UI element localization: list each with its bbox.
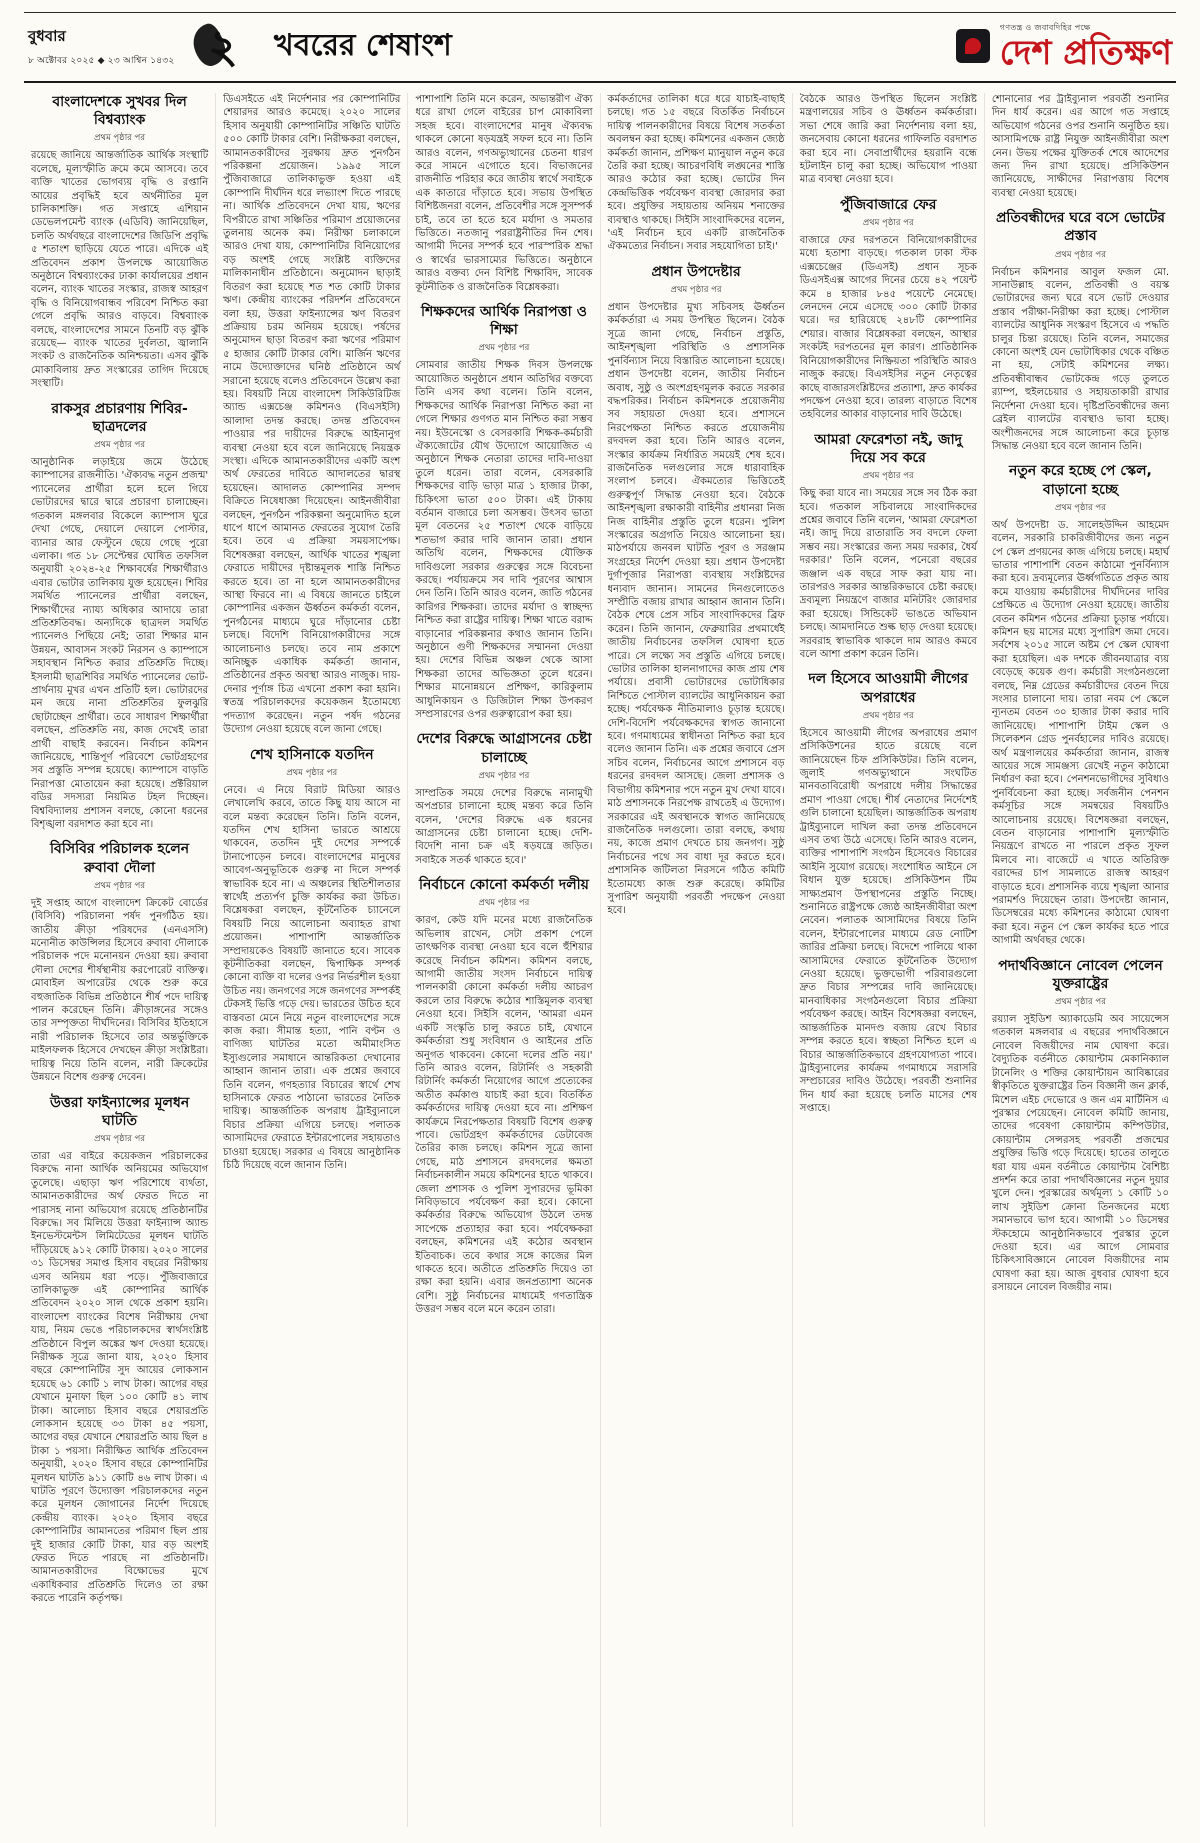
paper-logo-icon bbox=[956, 29, 990, 63]
article bbox=[992, 462, 1169, 947]
article-headline: দল হিসেবে আওয়ামী লীগের অপরাধের bbox=[808, 671, 969, 706]
continued-from-label: প্রথম পৃষ্ঠার পর bbox=[1055, 502, 1106, 513]
continued-from-label: প্রথম পৃষ্ঠার পর bbox=[862, 710, 914, 721]
continued-from-label: প্রথম পৃষ্ঠার পর bbox=[862, 218, 914, 229]
continued-from-label: প্রথম পৃষ্ঠার পর bbox=[94, 1133, 146, 1144]
news-column-4 bbox=[600, 93, 792, 1827]
article-body: কিছু করা যাবে না। সময়ের সঙ্গে সব ঠিক করা হবে। গতকাল সচিবালয়ে সাংবাদিকদের প্রশ্নের জবাবে তিনি বলেন, 'আমরা ফেরেশতা নই। জাদু দিয়ে রাতারাতি সব বদলে ফেলা সম্ভব নয়। সংস্কারের জন্য সময় দরকার, ধৈর্য দরকার।' তিনি বলেন, পনেরো বছরের জঞ্জাল এক বছরে সাফ করা যায় না। তারপরও সরকার আন্তরিকভাবে চেষ্টা করছে। দ্রব্যমূল্য নিয়ন্ত্রণে বাজার মনিটরিং জোরদার করা হয়েছে। সিন্ডিকেট ভাঙতে অভিযান চলছে। আমদানিতে শুল্ক ছাড় দেওয়া হয়েছে। সরবরাহ স্বাভাবিক থাকলে দাম আরও কমবে বলে আশা প্রকাশ করেন তিনি। bbox=[799, 488, 977, 660]
article-headline: উত্তরা ফাইন্যান্সের মূলধন ঘাটতি bbox=[49, 1094, 190, 1129]
continued-from-label: প্রথম পৃষ্ঠার পর bbox=[670, 285, 722, 296]
article-continuation bbox=[800, 93, 977, 187]
article-body: প্রধান উপদেষ্টার মুখ্য সচিবসহ ঊর্ধ্বতন কর্মকর্তারা এ সময় উপস্থিত ছিলেন। বৈঠক সূত্রে জানা গেছে, নির্বাচন প্রস্তুতি, আইনশৃঙ্খলা পরিস্থিতি ও প্রশাসনিক পুনর্বিন্যাস নিয়ে বিস্তারিত আলোচনা হয়েছে। প্রধান উপদেষ্টা বলেন, জাতীয় নির্বাচন অবাধ, সুষ্ঠু ও অংশগ্রহণমূলক করতে সরকার বদ্ধপরিকর। নির্বাচন কমিশনকে প্রয়োজনীয় সব সহায়তা দেওয়া হবে। প্রশাসনে নিরপেক্ষতা নিশ্চিত করতে প্রয়োজনীয় রদবদল করা হবে। তিনি আরও বলেন, সংস্কার কার্যক্রম নির্ধারিত সময়েই শেষ হবে। রাজনৈতিক দলগুলোর সঙ্গে ধারাবাহিক সংলাপ চলবে। ঐকমত্যের ভিত্তিতেই গুরুত্বপূর্ণ সিদ্ধান্ত নেওয়া হবে। বৈঠকে আইনশৃঙ্খলা রক্ষাকারী বাহিনীর প্রধানরা নিজ নিজ বাহিনীর প্রস্তুতি তুলে ধরেন। পুলিশ সংস্কারের অগ্রগতি নিয়েও আলোচনা হয়। মাঠপর্যায়ে জনবল ঘাটতি পূরণ ও সরঞ্জাম সংগ্রহের নির্দেশ দেওয়া হয়। প্রধান উপদেষ্টা দুর্গাপূজার নিরাপত্তা ব্যবস্থায় সংশ্লিষ্টদের ধন্যবাদ জানান। সামনের দিনগুলোতেও সম্প্রীতি বজায় রাখার আহ্বান জানান তিনি। বৈঠক শেষে প্রেস সচিব সাংবাদিকদের ব্রিফ করেন। তিনি জানান, ফেব্রুয়ারির প্রথমার্ধেই জাতীয় নির্বাচনের তফসিল ঘোষণা হতে পারে। সে লক্ষ্যে সব প্রস্তুতি এগিয়ে চলছে। ভোটার তালিকা হালনাগাদের কাজ প্রায় শেষ পর্যায়ে। প্রবাসী ভোটারদের ভোটাধিকার নিশ্চিতে পোস্টাল ব্যালটের আধুনিকায়ন করা হচ্ছে। পর্যবেক্ষক নীতিমালাও চূড়ান্ত হয়েছে। দেশি-বিদেশি পর্যবেক্ষকদের স্বাগত জানানো হবে। গণমাধ্যমের স্বাধীনতা নিশ্চিত করা হবে বলেও জানান তিনি। এক প্রশ্নের জবাবে প্রেস সচিব বলেন, নির্বাচনের আগে প্রশাসনে বড় ধরনের রদবদল আসছে। জেলা প্রশাসক ও বিভাগীয় কমিশনার পদে নতুন মুখ দেখা যাবে। মাঠ প্রশাসনকে নিরপেক্ষ রাখতেই এ উদ্যোগ। সরকারের এই অবস্থানকে স্বাগত জানিয়েছে রাজনৈতিক দলগুলো। তারা বলছে, কথায় নয়, কাজে প্রমাণ দেখতে চায় জনগণ। সুষ্ঠু নির্বাচনের পথে সব বাধা দূর করতে হবে। প্রশাসনিক জটিলতা নিরসনে গঠিত কমিটি ইতোমধ্যে কাজ শুরু করেছে। কমিটির সুপারিশ অনুযায়ী পরবর্তী পদক্ষেপ নেওয়া হবে। bbox=[607, 302, 785, 917]
article bbox=[992, 209, 1169, 453]
article-body: সোমবার জাতীয় শিক্ষক দিবস উপলক্ষে আয়োজিত অনুষ্ঠানে প্রধান অতিথির বক্তব্যে তিনি এসব কথা বলেন। তিনি বলেন, শিক্ষকদের আর্থিক নিরাপত্তা নিশ্চিত করা না গেলে শিক্ষার গুণগত মান নিশ্চিত করা সম্ভব নয়। ইউনেস্কো ও বেসরকারি শিক্ষক-কর্মচারী ঐক্যজোটের যৌথ উদ্যোগে আয়োজিত এ অনুষ্ঠানে শিক্ষক নেতারা তাদের দাবি-দাওয়া তুলে ধরেন। তারা বলেন, বেসরকারি শিক্ষকদের বাড়ি ভাড়া মাত্র ১ হাজার টাকা, চিকিৎসা ভাতা ৫০০ টাকা। এই টাকায় বর্তমান বাজারে চলা অসম্ভব। উৎসব ভাতা মূল বেতনের ২৫ শতাংশ থেকে বাড়িয়ে শতভাগ করার দাবি জানান তারা। প্রধান অতিথি বলেন, শিক্ষকদের যৌক্তিক দাবিগুলো সরকার গুরুত্বের সঙ্গে বিবেচনা করছে। পর্যায়ক্রমে সব দাবি পূরণের আশ্বাস দেন তিনি। তিনি আরও বলেন, জাতি গঠনের কারিগর শিক্ষকরা। তাদের মর্যাদা ও স্বাচ্ছন্দ্য নিশ্চিত করা রাষ্ট্রের দায়িত্ব। শিক্ষা খাতে বরাদ্দ বাড়ানোর পরিকল্পনার কথাও জানান তিনি। অনুষ্ঠানে গুণী শিক্ষকদের সম্মাননা দেওয়া হয়। দেশের বিভিন্ন অঞ্চল থেকে আসা শিক্ষকরা তাদের অভিজ্ঞতা তুলে ধরেন। শিক্ষার মানোন্নয়নে প্রশিক্ষণ, কারিকুলাম আধুনিকায়ন ও ডিজিটাল শিক্ষা উপকরণ সম্প্রসারণের ওপর গুরুত্বারোপ করা হয়। bbox=[415, 360, 593, 721]
article bbox=[31, 1094, 208, 1606]
article-continuation bbox=[223, 93, 400, 737]
continued-from-label: প্রথম পৃষ্ঠার পর bbox=[1055, 997, 1106, 1008]
article-headline: শিক্ষকদের আর্থিক নিরাপত্তা ও শিক্ষা bbox=[420, 304, 587, 339]
date-block bbox=[28, 25, 178, 68]
article bbox=[31, 840, 208, 1084]
article-headline: নতুন করে হচ্ছে পে স্কেল, বাড়ানো হচ্ছে bbox=[1009, 463, 1152, 498]
paper-name: দেশ প্রতিক্ষণ bbox=[999, 32, 1172, 73]
article-headline: পুঁজিবাজারে ফের bbox=[840, 196, 937, 213]
article-continuation bbox=[608, 93, 785, 254]
continued-from-label: প্রথম পৃষ্ঠার পর bbox=[478, 898, 530, 909]
article-headline: আমরা ফেরেশতা নই, জাদু দিয়ে সব করে bbox=[814, 431, 963, 466]
article bbox=[223, 746, 400, 1173]
article-body: বাজারে ফের দরপতনে বিনিয়োগকারীদের মধ্যে হতাশা বাড়ছে। গতকাল ঢাকা স্টক এক্সচেঞ্জের (ডিএসই) প্রধান সূচক ডিএসইএক্স আগের দিনের চেয়ে ৪২ পয়েন্ট কমে ৪ হাজার ৮৪৫ পয়েন্টে নেমেছে। লেনদেন নেমে এসেছে ৩০০ কোটি টাকার ঘরে। দর হারিয়েছে ২৪৮টি কোম্পানির শেয়ার। বাজার বিশ্লেষকরা বলছেন, আস্থার সংকটই দরপতনের মূল কারণ। প্রাতিষ্ঠানিক বিনিয়োগকারীদের নিষ্ক্রিয়তা পরিস্থিতি আরও নাজুক করছে। বিএসইসির নতুন নেতৃত্বের কাছে বাজারসংশ্লিষ্টদের প্রত্যাশা, দ্রুত কার্যকর পদক্ষেপ নেওয়া হবে। তারল্য বাড়াতে বিশেষ তহবিলের আকার বাড়ানোর দাবি উঠেছে। bbox=[799, 235, 977, 421]
news-columns bbox=[24, 83, 1176, 1827]
continued-from-label: প্রথম পৃষ্ঠার পর bbox=[94, 440, 146, 451]
article-headline: শেখ হাসিনাকে যতদিন bbox=[249, 746, 374, 763]
weekday-label: বুধবার bbox=[28, 26, 66, 45]
article-headline: রাকসুর প্রচারণায় শিবির-ছাত্রদলের bbox=[51, 400, 188, 435]
article-body: হিসেবে আওয়ামী লীগের অপরাধের প্রমাণ প্রসিকিউশনের হাতে রয়েছে বলে জানিয়েছেন চিফ প্রসিকিউটর। তিনি বলেন, জুলাই গণঅভ্যুত্থানে সংঘটিত মানবতাবিরোধী অপরাধে দলীয় সিদ্ধান্তের প্রমাণ পাওয়া গেছে। শীর্ষ নেতাদের নির্দেশেই গুলি চালানো হয়েছিল। আন্তর্জাতিক অপরাধ ট্রাইব্যুনালে দাখিল করা তদন্ত প্রতিবেদনে এসব তথ্য উঠে এসেছে। তিনি আরও বলেন, ব্যক্তির পাশাপাশি সংগঠন হিসেবেও বিচারের আইনি সুযোগ রয়েছে। সংশোধিত আইনে সে বিধান যুক্ত হয়েছে। প্রসিকিউশন টিম সাক্ষ্যপ্রমাণ উপস্থাপনের প্রস্তুতি নিচ্ছে। শুনানিতে রাষ্ট্রপক্ষে জ্যেষ্ঠ আইনজীবীরা অংশ নেবেন। পলাতক আসামিদের বিষয়ে তিনি বলেন, ইন্টারপোলের মাধ্যমে রেড নোটিশ জারির প্রক্রিয়া চলছে। বিদেশে পালিয়ে থাকা আসামিদের ফেরাতে কূটনৈতিক উদ্যোগ নেওয়া হয়েছে। ভুক্তভোগী পরিবারগুলো দ্রুত বিচার সম্পন্নের দাবি জানিয়েছে। মানবাধিকার সংগঠনগুলো বিচার প্রক্রিয়া পর্যবেক্ষণ করছে। আইন বিশেষজ্ঞরা বলছেন, আন্তর্জাতিক মানদণ্ড বজায় রেখে বিচার সম্পন্ন করতে হবে। স্বচ্ছতা নিশ্চিত হলে এ বিচার আন্তর্জাতিকভাবে গ্রহণযোগ্যতা পাবে। ট্রাইব্যুনালের কার্যক্রম গণমাধ্যমে সরাসরি সম্প্রচারের দাবিও উঠেছে। পরবর্তী শুনানির দিন ধার্য করা হয়েছে চলতি মাসের শেষ সপ্তাহে। bbox=[799, 727, 977, 1115]
continued-from-label: প্রথম পৃষ্ঠার পর bbox=[286, 767, 338, 778]
page-number-block bbox=[194, 20, 258, 72]
date-line: ৮ অক্টোবর ২০২৫ ◆ ২৩ আশ্বিন ১৪৩২ bbox=[28, 55, 175, 66]
article-body: রয়্যাল সুইডিশ অ্যাকাডেমি অব সায়েন্সেস গতকাল মঙ্গলবার এ বছরের পদার্থবিজ্ঞানে নোবেল বিজয়ীদের নাম ঘোষণা করে। বৈদ্যুতিক বর্তনীতে কোয়ান্টাম মেকানিক্যাল টানেলিং ও শক্তির কোয়ান্টায়ন আবিষ্কারের স্বীকৃতিতে যুক্তরাষ্ট্রের তিন বিজ্ঞানী জন ক্লার্ক, মিশেল এইচ দেভোরে ও জন এম মার্টিনিস এ পুরস্কার পেয়েছেন। নোবেল কমিটি জানায়, তাদের গবেষণা কোয়ান্টাম কম্পিউটার, কোয়ান্টাম সেন্সরসহ পরবর্তী প্রজন্মের প্রযুক্তির ভিত্তি গড়ে দিয়েছে। হাতের তালুতে ধরা যায় এমন বর্তনীতে কোয়ান্টাম বৈশিষ্ট্য প্রদর্শন করে তারা পদার্থবিজ্ঞানের নতুন দুয়ার খুলে দেন। পুরস্কারের অর্থমূল্য ১ কোটি ১০ লাখ সুইডিশ ক্রোনা তিনজনের মধ্যে সমানভাবে ভাগ হবে। আগামী ১০ ডিসেম্বর স্টকহোমে আনুষ্ঠানিকভাবে পুরস্কার তুলে দেওয়া হবে। এর আগে সোমবার চিকিৎসাবিজ্ঞানে নোবেল বিজয়ীদের নাম ঘোষণা করা হয়। আজ বুধবার ঘোষণা হবে রসায়নে নোবেল বিজয়ীর নাম। bbox=[991, 1014, 1170, 1294]
article-headline: বাংলাদেশকে সুখবর দিল বিশ্বব্যাংক bbox=[52, 94, 187, 129]
article-body: ডিএসইতে এই নির্দেশনার পর কোম্পানিটির শেয়ারদর আরও কমেছে। ২০২০ সালের হিসাব অনুযায়ী কোম্পানিটির সঞ্চিতি ঘাটতি ৫০০ কোটি টাকার বেশি। নিরীক্ষকরা বলছেন, আমানতকারীদের সুরক্ষায় দ্রুত পুনর্গঠন পরিকল্পনা প্রয়োজন। ১৯৯৫ সালে পুঁজিবাজারে তালিকাভুক্ত হওয়া এই কোম্পানি দীর্ঘদিন ধরে লভ্যাংশ দিতে পারছে না। আর্থিক প্রতিবেদনে দেখা যায়, ঋণের বিপরীতে রাখা সঞ্চিতির পরিমাণ প্রয়োজনের তুলনায় অনেক কম। নিরীক্ষা চলাকালে আরও দেখা যায়, কোম্পানিটির বিনিয়োগের বড় অংশই গেছে সংশ্লিষ্ট ব্যক্তিদের মালিকানাধীন প্রতিষ্ঠানে। অনুমোদন ছাড়াই বিতরণ করা হয়েছে শত শত কোটি টাকার ঋণ। কেন্দ্রীয় ব্যাংকের পরিদর্শন প্রতিবেদনে বলা হয়, উত্তরা ফাইন্যান্সের ঋণ বিতরণ প্রক্রিয়ায় চরম অনিয়ম হয়েছে। পর্ষদের অনুমোদন ছাড়া বিতরণ করা ঋণের পরিমাণ ৫ হাজার কোটি টাকার বেশি। মার্জিন ঋণের নামে উদ্যোক্তাদের ঘনিষ্ঠ প্রতিষ্ঠানে অর্থ সরানো হয়েছে বলেও প্রতিবেদনে উল্লেখ করা হয়। বিষয়টি নিয়ে বাংলাদেশ সিকিউরিটিজ অ্যান্ড এক্সচেঞ্জ কমিশনও (বিএসইসি) আলাদা তদন্ত করছে। তদন্ত প্রতিবেদন পাওয়ার পর দায়ীদের বিরুদ্ধে আইনানুগ ব্যবস্থা নেওয়া হবে বলে জানিয়েছে নিয়ন্ত্রক সংস্থা। এদিকে আমানতকারীদের একটি অংশ অর্থ ফেরতের দাবিতে আদালতের দ্বারস্থ হয়েছেন। আদালত কোম্পানির সম্পদ বিক্রিতে নিষেধাজ্ঞা দিয়েছেন। আইনজীবীরা বলছেন, পুনর্গঠন পরিকল্পনা অনুমোদিত হলে ধাপে ধাপে আমানত ফেরতের সুযোগ তৈরি হবে। তবে এ প্রক্রিয়া সময়সাপেক্ষ। বিশেষজ্ঞরা বলছেন, আর্থিক খাতের শৃঙ্খলা ফেরাতে দায়ীদের দৃষ্টান্তমূলক শাস্তি নিশ্চিত করতে হবে। তা না হলে আমানতকারীদের আস্থা ফিরবে না। এ বিষয়ে জানতে চাইলে কোম্পানির একজন ঊর্ধ্বতন কর্মকর্তা বলেন, পুনর্গঠনের মাধ্যমে ঘুরে দাঁড়ানোর চেষ্টা চলছে। বিদেশি বিনিয়োগকারীদের সঙ্গে আলোচনাও চলছে। তবে নাম প্রকাশে অনিচ্ছুক একাধিক কর্মকর্তা জানান, প্রতিষ্ঠানের প্রকৃত অবস্থা আরও নাজুক। দায়-দেনার পূর্ণাঙ্গ চিত্র এখনো প্রকাশ করা হয়নি। স্বতন্ত্র পরিচালকদের কয়েকজন ইতোমধ্যে পদত্যাগ করেছেন। নতুন পর্ষদ গঠনের উদ্যোগ নেওয়া হয়েছে বলে জানা গেছে। bbox=[223, 94, 401, 736]
article-body: কর্মকর্তাদের তালিকা ধরে ধরে যাচাই-বাছাই চলছে। গত ১৫ বছরে বিতর্কিত নির্বাচনে দায়িত্ব পালনকারীদের বিষয়ে বিশেষ সতর্কতা অবলম্বন করা হচ্ছে। কমিশনের একজন জ্যেষ্ঠ কর্মকর্তা জানান, প্রশিক্ষণ ম্যানুয়াল নতুন করে তৈরি করা হচ্ছে। আচরণবিধি লঙ্ঘনের শাস্তি আরও কঠোর করা হচ্ছে। ভোটের দিন কেন্দ্রভিত্তিক পর্যবেক্ষণ ব্যবস্থা জোরদার করা হবে। প্রযুক্তির সহায়তায় অনিয়ম শনাক্তের ব্যবস্থাও থাকছে। সিইসি সাংবাদিকদের বলেন, 'এই নির্বাচন হবে একটি রাজনৈতিক ঐকমত্যের নির্বাচন। সবার সহযোগিতা চাই।' bbox=[607, 94, 785, 253]
article bbox=[415, 730, 592, 867]
article bbox=[415, 876, 592, 1316]
continued-from-label: প্রথম পৃষ্ঠার পর bbox=[1055, 249, 1106, 260]
article-headline: প্রতিবন্ধীদের ঘরে বসে ভোটের প্রস্তাব bbox=[995, 210, 1165, 245]
news-column-2 bbox=[215, 93, 407, 1827]
article bbox=[608, 263, 785, 918]
article-headline: বিসিবির পরিচালক হলেন রুবাবা দৌলা bbox=[50, 841, 190, 876]
paper-logo-block bbox=[956, 22, 1172, 71]
continued-from-label: প্রথম পৃষ্ঠার পর bbox=[94, 880, 146, 891]
article-body: শোনানোর পর ট্রাইব্যুনাল পরবর্তী শুনানির দিন ধার্য করেন। এর আগে গত সপ্তাহে অভিযোগ গঠনের ওপর শুনানি অনুষ্ঠিত হয়। আসামিপক্ষে রাষ্ট্র নিযুক্ত আইনজীবীরা অংশ নেন। উভয় পক্ষের যুক্তিতর্ক শেষে আদেশের জন্য দিন রাখা হয়েছে। প্রসিকিউশন জানিয়েছে, সাক্ষীদের নিরাপত্তায় বিশেষ ব্যবস্থা নেওয়া হয়েছে। bbox=[991, 94, 1170, 199]
article-headline: দেশের বিরুদ্ধে আগ্রাসনের চেষ্টা চালাচ্ছে bbox=[416, 731, 592, 766]
article bbox=[415, 303, 592, 721]
article-body: পাশাপাশি তিনি মনে করেন, অভ্যন্তরীণ ঐক্য ধরে রাখা গেলে বাইরের চাপ মোকাবিলা সহজ হবে। বাংলাদেশের মানুষ ঐক্যবদ্ধ থাকলে কোনো ষড়যন্ত্রই সফল হবে না। তিনি আরও বলেন, গণঅভ্যুত্থানের চেতনা ধারণ করে সামনে এগোতে হবে। বিভাজনের রাজনীতি পরিহার করে জাতীয় স্বার্থে সবাইকে এক কাতারে দাঁড়াতে হবে। সভায় উপস্থিত বিশিষ্টজনরা বলেন, প্রতিবেশীর সঙ্গে সুসম্পর্ক চাই, তবে তা হতে হবে মর্যাদা ও সমতার ভিত্তিতে। নতজানু পররাষ্ট্রনীতির দিন শেষ। আগামী দিনের সম্পর্ক হবে পারস্পরিক শ্রদ্ধা ও স্বার্থের ভারসাম্যের ভিত্তিতে। অনুষ্ঠানে আরও বক্তব্য দেন বিশিষ্ট শিক্ষাবিদ, সাবেক কূটনীতিক ও রাজনৈতিক বিশ্লেষকরা। bbox=[415, 94, 593, 293]
paper-tagline: গণতন্ত্র ও জবাবদিহির পক্ষে bbox=[999, 22, 1091, 32]
news-column-3 bbox=[407, 93, 599, 1827]
article bbox=[992, 957, 1169, 1295]
article-body: বৈঠকে আরও উপস্থিত ছিলেন সংশ্লিষ্ট মন্ত্রণালয়ের সচিব ও ঊর্ধ্বতন কর্মকর্তারা। সভা শেষে জারি করা নির্দেশনায় বলা হয়, জনসেবায় কোনো ধরনের গাফিলতি বরদাশত করা হবে না। সেবাপ্রার্থীদের হয়রানি বন্ধে হটলাইন চালু করা হচ্ছে। অভিযোগ পাওয়া মাত্র ব্যবস্থা নেওয়া হবে। bbox=[799, 94, 977, 186]
article bbox=[800, 431, 977, 662]
continued-from-label: প্রথম পৃষ্ঠার পর bbox=[862, 471, 914, 482]
article-headline: পদার্থবিজ্ঞানে নোবেল পেলেন যুক্তরাষ্ট্রের bbox=[998, 957, 1163, 992]
article-body: নেবে। এ নিয়ে বিরাট মিডিয়া আরও লেখালেখি করবে, তাতে কিছু যায় আসে না বলে মন্তব্য করেছেন তিনি। তিনি বলেন, যতদিন শেখ হাসিনা ভারতে আশ্রয়ে থাকবেন, ততদিন দুই দেশের সম্পর্কে টানাপোড়েন চলবে। বাংলাদেশের মানুষের আবেগ-অনুভূতিকে গুরুত্ব না দিলে সম্পর্ক স্বাভাবিক হবে না। এ অঞ্চলের স্থিতিশীলতার স্বার্থেই প্রত্যর্পণ চুক্তি কার্যকর করা উচিত। বিশ্লেষকরা বলছেন, কূটনৈতিক চ্যানেলে বিষয়টি নিয়ে আলোচনা অব্যাহত রাখা প্রয়োজন। পাশাপাশি আন্তর্জাতিক সম্প্রদায়কেও বিষয়টি জানাতে হবে। সাবেক কূটনীতিকরা বলছেন, দ্বিপাক্ষিক সম্পর্ক কোনো ব্যক্তি বা দলের ওপর নির্ভরশীল হওয়া উচিত নয়। জনগণের সঙ্গে জনগণের সম্পর্কই টেকসই ভিত্তি গড়ে দেয়। ভারতের উচিত হবে বাস্তবতা মেনে নিয়ে নতুন বাংলাদেশের সঙ্গে কাজ করা। সীমান্ত হত্যা, পানি বণ্টন ও বাণিজ্য ঘাটতির মতো অমীমাংসিত ইস্যুগুলোর সমাধানে আন্তরিকতা দেখানোর আহ্বান জানান তারা। এক প্রশ্নের জবাবে তিনি বলেন, গণহত্যার বিচারের স্বার্থে শেখ হাসিনাকে ফেরত পাঠানো ভারতের নৈতিক দায়িত্ব। আন্তর্জাতিক অপরাধ ট্রাইব্যুনালে বিচার প্রক্রিয়া এগিয়ে চলছে। পলাতক আসামিদের ফেরাতে ইন্টারপোলের সহায়তাও চাওয়া হয়েছে। সরকার এ বিষয়ে আনুষ্ঠানিক চিঠি দিয়েছে বলে জানান তিনি। bbox=[223, 784, 401, 1172]
article-headline: প্রধান উপদেষ্টার bbox=[651, 263, 741, 280]
news-column-5 bbox=[792, 93, 984, 1827]
article-continuation bbox=[992, 93, 1169, 200]
article-continuation bbox=[415, 93, 592, 294]
continued-from-label: প্রথম পৃষ্ঠার পর bbox=[478, 343, 530, 354]
article bbox=[31, 93, 208, 391]
article bbox=[800, 670, 977, 1115]
article-body: নির্বাচন কমিশনার আবুল ফজল মো. সানাউল্লাহ বলেন, প্রতিবন্ধী ও বয়স্ক ভোটারদের জন্য ঘরে বসে ভোট দেওয়ার প্রস্তাব পরীক্ষা-নিরীক্ষা করা হচ্ছে। পোস্টাল ব্যালটের আধুনিক সংস্করণ হিসেবে এ পদ্ধতি চালুর চিন্তা রয়েছে। তিনি বলেন, সমাজের কোনো অংশই যেন ভোটাধিকার থেকে বঞ্চিত না হয়, সেটাই কমিশনের লক্ষ্য। প্রতিবন্ধীবান্ধব ভোটকেন্দ্র গড়ে তুলতে র‌্যাম্প, হুইলচেয়ার ও সহায়তাকারী রাখার নির্দেশনা দেওয়া হবে। দৃষ্টিপ্রতিবন্ধীদের জন্য ব্রেইল ব্যালটের ব্যবস্থাও ভাবা হচ্ছে। অংশীজনদের সঙ্গে আলোচনা করে চূড়ান্ত সিদ্ধান্ত নেওয়া হবে বলে জানান তিনি। bbox=[991, 266, 1170, 452]
article-body: সাম্প্রতিক সময়ে দেশের বিরুদ্ধে নানামুখী অপপ্রচার চালানো হচ্ছে মন্তব্য করে তিনি বলেন, 'দেশের বিরুদ্ধে এক ধরনের আগ্রাসনের চেষ্টা চালানো হচ্ছে। দেশি-বিদেশি নানা চক্র এই ষড়যন্ত্রে জড়িত। সবাইকে সতর্ক থাকতে হবে।' bbox=[415, 787, 593, 866]
article-headline: নির্বাচনে কোনো কর্মকর্তা দলীয় bbox=[418, 877, 589, 894]
news-column-1 bbox=[24, 93, 215, 1827]
article bbox=[800, 196, 977, 422]
page-number: ২ bbox=[208, 19, 238, 73]
masthead bbox=[24, 12, 1176, 83]
news-column-6 bbox=[984, 93, 1176, 1827]
continued-from-label: প্রথম পৃষ্ঠার পর bbox=[478, 770, 530, 781]
continued-from-label: প্রথম পৃষ্ঠার পর bbox=[94, 133, 146, 144]
article-body: কারণ, কেউ যদি মনের মধ্যে রাজনৈতিক অভিলাষ রাখেন, সেটা প্রকাশ পেলে তাৎক্ষণিক ব্যবস্থা নেওয়া হবে বলে হুঁশিয়ার করেছে নির্বাচন কমিশন। কমিশন বলছে, আগামী জাতীয় সংসদ নির্বাচনে দায়িত্ব পালনকারী কোনো কর্মকর্তা দলীয় আচরণ করলে তার বিরুদ্ধে কঠোর শাস্তিমূলক ব্যবস্থা নেওয়া হবে। সিইসি বলেন, 'আমরা এমন একটি সংস্কৃতি চালু করতে চাই, যেখানে কর্মকর্তারা শুধু সংবিধান ও আইনের প্রতি অনুগত থাকবেন। কোনো দলের প্রতি নয়।' তিনি আরও বলেন, রিটার্নিং ও সহকারী রিটার্নিং কর্মকর্তা নিয়োগের আগে প্রত্যেকের অতীত কর্মকাণ্ড যাচাই করা হবে। বিতর্কিত কর্মকর্তাদের দায়িত্ব দেওয়া হবে না। প্রশিক্ষণ কার্যক্রমে নিরপেক্ষতার বিষয়টি বিশেষ গুরুত্ব পাবে। ভোটগ্রহণ কর্মকর্তাদের ডেটাবেজ তৈরির কাজ চলছে। কমিশন সূত্রে জানা গেছে, মাঠ প্রশাসনে রদবদলের ক্ষমতা নির্বাচনকালীন সময়ে কমিশনের হাতে থাকবে। জেলা প্রশাসক ও পুলিশ সুপারদের ভূমিকা নিবিড়ভাবে পর্যবেক্ষণ করা হবে। কোনো কর্মকর্তার বিরুদ্ধে অভিযোগ উঠলে তদন্ত সাপেক্ষে প্রত্যাহার করা হবে। পর্যবেক্ষকরা বলছেন, কমিশনের এই কঠোর অবস্থান ইতিবাচক। তবে কথার সঙ্গে কাজের মিল থাকতে হবে। অতীতে প্রতিশ্রুতি দিয়েও তা রক্ষা করা হয়নি। এবার জনপ্রত্যাশা অনেক বেশি। সুষ্ঠু নির্বাচনের মাধ্যমেই গণতান্ত্রিক উত্তরণ সম্ভব বলে মনে করেন তারা। bbox=[415, 915, 593, 1316]
article-body: আনুষ্ঠানিক লড়াইয়ে জমে উঠেছে ক্যাম্পাসের রাজনীতি। 'ঐক্যবদ্ধ নতুন প্রজন্ম' প্যানেলের প্রার্থীরা হলে হলে গিয়ে ভোটারদের দ্বারে দ্বারে প্রচারণা চালাচ্ছেন। গতকাল মঙ্গলবার বিকেলে ক্যাম্পাস ঘুরে দেখা গেছে, দেয়ালে দেয়ালে পোস্টার, ব্যানার আর ফেস্টুনে ছেয়ে গেছে পুরো এলাকা। গত ১৮ সেপ্টেম্বর ঘোষিত তফসিল অনুযায়ী ২০২৪-২৫ শিক্ষাবর্ষের শিক্ষার্থীরাও এবার ভোটার তালিকায় যুক্ত হয়েছেন। শিবির সমর্থিত প্যানেলের প্রার্থীরা বলছেন, শিক্ষার্থীদের ন্যায্য অধিকার আদায়ে তারা প্রতিশ্রুতিবদ্ধ। অন্যদিকে ছাত্রদল সমর্থিত প্যানেলও পিছিয়ে নেই; তারা শিক্ষার মান উন্নয়ন, আবাসন সংকট নিরসন ও ক্যাম্পাসে সহাবস্থান নিশ্চিত করার প্রতিশ্রুতি দিচ্ছে। ইসলামী ছাত্রশিবির সমর্থিত প্যানেলের ভোট-প্রার্থনায় মুখর এখন প্রতিটি হল। ভোটারদের মন জয়ে নানা প্রতিশ্রুতির ফুলঝুরি ছোটাচ্ছেন প্রার্থীরা। তবে সাধারণ শিক্ষার্থীরা বলছেন, প্রতিশ্রুতি নয়, কাজ দেখেই তারা প্রার্থী বাছাই করবেন। নির্বাচন কমিশন জানিয়েছে, শান্তিপূর্ণ পরিবেশে ভোটগ্রহণের সব প্রস্তুতি সম্পন্ন হয়েছে। ক্যাম্পাসে বাড়তি নিরাপত্তা মোতায়েন করা হয়েছে। প্রক্টরিয়াল বডির সদস্যরা নিয়মিত টহল দিচ্ছেন। বিশ্ববিদ্যালয় প্রশাসন বলছে, কোনো ধরনের বিশৃঙ্খলা বরদাশত করা হবে না। bbox=[31, 457, 209, 831]
paper-logo-text bbox=[1000, 22, 1172, 71]
article-body: রয়েছে জানিয়ে আন্তর্জাতিক আর্থিক সংস্থাটি বলেছে, মূল্যস্ফীতি ক্রমে কমে আসবে। তবে ব্যক্তি খাতের ভোগব্যয় বৃদ্ধি ও রপ্তানি আয়ের প্রবৃদ্ধিই হবে অর্থনীতির মূল চালিকাশক্তি। গত সপ্তাহে এশিয়ান ডেভেলপমেন্ট ব্যাংক (এডিবি) জানিয়েছিল, চলতি অর্থবছরে বাংলাদেশের জিডিপি প্রবৃদ্ধি ৫ শতাংশ ছাড়িয়ে যেতে পারে। এদিকে এই প্রতিবেদন প্রকাশ উপলক্ষে আয়োজিত অনুষ্ঠানে বিশ্বব্যাংকের ঢাকা কার্যালয়ের প্রধান বলেন, ব্যাংক খাতের সংস্কার, রাজস্ব আহরণ বৃদ্ধি ও বিনিয়োগবান্ধব পরিবেশ নিশ্চিত করা গেলে প্রবৃদ্ধি আরও বাড়বে। বিশ্বব্যাংক বলছে, বাংলাদেশের সামনে তিনটি বড় ঝুঁকি রয়েছে— ব্যাংক খাতের দুর্বলতা, জ্বালানি সংকট ও রাজনৈতিক অনিশ্চয়তা। এসব ঝুঁকি মোকাবিলায় দ্রুত সংস্কারের তাগিদ দিয়েছে সংস্থাটি। bbox=[31, 150, 209, 390]
section-title: খবরের শেষাংশ bbox=[274, 28, 452, 63]
article bbox=[31, 400, 208, 832]
article-body: দুই সপ্তাহ আগে বাংলাদেশ ক্রিকেট বোর্ডের (বিসিবি) পরিচালনা পর্ষদ পুনর্গঠিত হয়। জাতীয় ক্রীড়া পরিষদের (এনএসসি) মনোনীত কাউন্সিলর হিসেবে রুবাবা দৌলাকে পরিচালক পদে মনোনয়ন দেওয়া হয়। রুবাবা দৌলা দেশের শীর্ষস্থানীয় করপোরেট ব্যক্তিত্ব। মোবাইল অপারেটর থেকে শুরু করে বহুজাতিক বিভিন্ন প্রতিষ্ঠানে শীর্ষ পদে দায়িত্ব পালন করেছেন তিনি। ক্রীড়াঙ্গনের সঙ্গেও তার সম্পৃক্ততা দীর্ঘদিনের। বিসিবির ইতিহাসে নারী পরিচালক হিসেবে তার অন্তর্ভুক্তিকে মাইলফলক হিসেবে দেখছেন ক্রীড়া সংশ্লিষ্টরা। দায়িত্ব নিয়ে তিনি বলেন, নারী ক্রিকেটের উন্নয়নে বিশেষ গুরুত্ব দেবেন। bbox=[31, 897, 209, 1084]
article-body: অর্থ উপদেষ্টা ড. সালেহউদ্দিন আহমেদ বলেন, সরকারি চাকরিজীবীদের জন্য নতুন পে স্কেল প্রণয়নের কাজ এগিয়ে চলছে। মহার্ঘ ভাতার পাশাপাশি বেতন কাঠামো পুনর্বিন্যাস করা হবে। দ্রব্যমূল্যের ঊর্ধ্বগতিতে প্রকৃত আয় কমে যাওয়ায় কর্মচারীদের দীর্ঘদিনের দাবির প্রেক্ষিতে এ উদ্যোগ নেওয়া হয়েছে। জাতীয় বেতন কমিশন গঠনের প্রক্রিয়া চূড়ান্ত পর্যায়ে। কমিশন ছয় মাসের মধ্যে সুপারিশ জমা দেবে। সর্বশেষ ২০১৫ সালে অষ্টম পে স্কেল ঘোষণা করা হয়েছিল। এক দশকে জীবনযাত্রার ব্যয় বেড়েছে কয়েক গুণ। কর্মচারী সংগঠনগুলো বলছে, নিম্ন গ্রেডের কর্মচারীদের বেতন দিয়ে সংসার চালানো দায়। তারা নবম পে স্কেলে ন্যূনতম বেতন ৩০ হাজার টাকা করার দাবি জানিয়েছে। পাশাপাশি টাইম স্কেল ও সিলেকশন গ্রেড পুনর্বহালের দাবিও রয়েছে। অর্থ মন্ত্রণালয়ের কর্মকর্তারা জানান, রাজস্ব আয়ের সঙ্গে সামঞ্জস্য রেখেই নতুন কাঠামো নির্ধারণ করা হবে। পেনশনভোগীদের সুবিধাও পুনর্বিবেচনা করা হচ্ছে। সর্বজনীন পেনশন কর্মসূচির সঙ্গে সমন্বয়ের বিষয়টিও আলোচনায় রয়েছে। বিশেষজ্ঞরা বলছেন, বেতন বাড়ানোর পাশাপাশি মূল্যস্ফীতি নিয়ন্ত্রণে রাখতে না পারলে প্রকৃত সুফল মিলবে না। বাজেটে এ খাতে অতিরিক্ত বরাদ্দের চাপ সামলাতে রাজস্ব আহরণ বাড়াতে হবে। প্রশাসনিক ব্যয়ে শৃঙ্খলা আনার পরামর্শও দিয়েছেন তারা। উপদেষ্টা জানান, ডিসেম্বরের মধ্যে কমিশনের কাঠামো ঘোষণা করা হবে। নতুন পে স্কেল কার্যকর হতে পারে আগামী অর্থবছর থেকে। bbox=[991, 519, 1170, 947]
article-body: তারা এর বাইরে কয়েকজন পরিচালকের বিরুদ্ধে নানা আর্থিক অনিয়মের অভিযোগ তুলেছে। এছাড়া ঋণ পরিশোধে ব্যর্থতা, আমানতকারীদের অর্থ ফেরত দিতে না পারাসহ নানা অভিযোগ রয়েছে প্রতিষ্ঠানটির বিরুদ্ধে। সব মিলিয়ে উত্তরা ফাইন্যান্স অ্যান্ড ইনভেস্টমেন্টস লিমিটেডের মূলধন ঘাটতি দাঁড়িয়েছে ৯১২ কোটি টাকায়। ২০২০ সালের ৩১ ডিসেম্বর সমাপ্ত হিসাব বছরের নিরীক্ষায় এসব অনিয়ম ধরা পড়ে। পুঁজিবাজারে তালিকাভুক্ত এই কোম্পানির আর্থিক প্রতিবেদন ২০২০ সাল থেকে প্রকাশ হয়নি। বাংলাদেশ ব্যাংকের বিশেষ নিরীক্ষায় দেখা যায়, নিয়ম ভেঙে পরিচালকদের স্বার্থসংশ্লিষ্ট প্রতিষ্ঠানে বিপুল অঙ্কের ঋণ দেওয়া হয়েছে। নিরীক্ষক সূত্রে জানা যায়, ২০২০ হিসাব বছরে কোম্পানিটির সুদ আয়ের লোকসান হয়েছে ৬১ কোটি ১ লাখ টাকা। আগের বছর যেখানে মুনাফা ছিল ১০০ কোটি ৪১ লাখ টাকা। আলোচ্য হিসাব বছরে শেয়ারপ্রতি লোকসান হয়েছে ৩৩ টাকা ৪৫ পয়সা, আগের বছর যেখানে শেয়ারপ্রতি আয় ছিল ৪ টাকা ১ পয়সা। নিরীক্ষিত আর্থিক প্রতিবেদন অনুযায়ী, ২০২০ হিসাব বছরে কোম্পানিটির মূলধন ঘাটতি ৯১১ কোটি ৪৬ লাখ টাকা। এ ঘাটতি পূরণে উদ্যোক্তা পরিচালকদের নতুন করে মূলধন জোগানের নির্দেশ দিয়েছে কেন্দ্রীয় ব্যাংক। ২০২০ হিসাব বছরে কোম্পানিটির আমানতের পরিমাণ ছিল প্রায় দুই হাজার কোটি টাকা, যার বড় অংশই ফেরত দিতে পারছে না প্রতিষ্ঠানটি। আমানতকারীদের বিক্ষোভের মুখে একাধিকবার প্রতিশ্রুতি দিলেও তা রক্ষা করতে পারেনি কর্তৃপক্ষ। bbox=[31, 1150, 209, 1605]
